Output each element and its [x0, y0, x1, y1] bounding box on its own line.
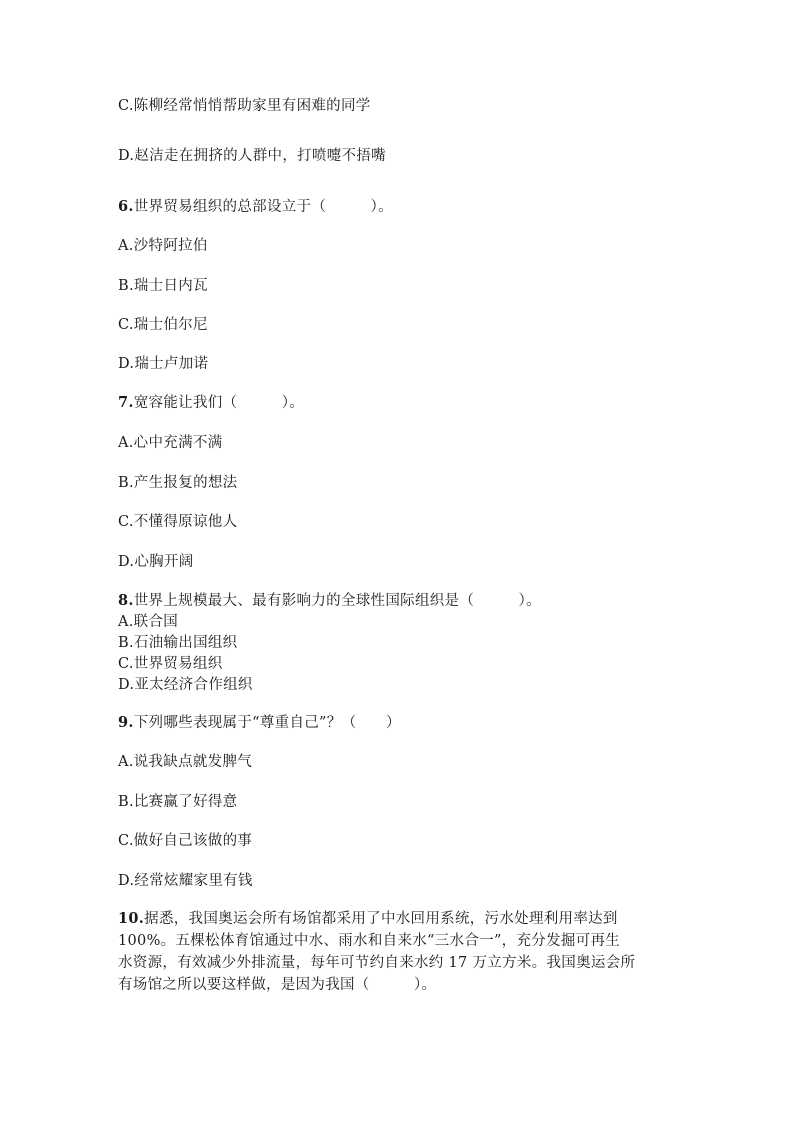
q10-stem-line-4: 有场馆之所以要这样做，是因为我国（ ）。	[118, 977, 437, 993]
q5-option-d: D.赵洁走在拥挤的人群中，打喷嚏不捂嘴	[118, 148, 386, 164]
q6-option-a: A.沙特阿拉伯	[118, 238, 208, 254]
q8-option-a: A.联合国	[118, 614, 179, 630]
q7-option-a: A.心中充满不满	[118, 435, 223, 451]
q9-option-d: D.经常炫耀家里有钱	[118, 873, 253, 889]
q9-option-a: A.说我缺点就发脾气	[118, 754, 253, 770]
q6-option-b: B.瑞士日内瓦	[118, 278, 208, 294]
q8-option-b: B.石油输出国组织	[118, 635, 238, 651]
q10-line-1-text: 据悉，我国奥运会所有场馆都采用了中水回用系统，污水处理利用率达到	[144, 911, 618, 927]
q5-option-c: C.陈柳经常悄悄帮助家里有困难的同学	[118, 98, 371, 114]
q6-number: 6.	[118, 198, 134, 215]
q9-stem-text: 下列哪些表现属于“尊重自己”？（ ）	[133, 715, 401, 731]
q6-option-d: D.瑞士卢加诺	[118, 356, 209, 372]
q10-number: 10.	[118, 910, 145, 927]
q8-option-c: C.世界贸易组织	[118, 656, 223, 672]
q10-stem-line-1	[118, 909, 618, 929]
q10-stem-line-2: 100%。五棵松体育馆通过中水、雨水和自来水“三水合一”，充分发掘可再生	[118, 933, 621, 949]
q8-stem	[118, 591, 541, 611]
q7-option-d: D.心胸开阔	[118, 554, 194, 570]
q8-stem-text: 世界上规模最大、最有影响力的全球性国际组织是（ ）。	[133, 593, 541, 609]
q8-number: 8.	[118, 592, 134, 609]
q7-number: 7.	[118, 394, 134, 411]
q7-option-c: C.不懂得原谅他人	[118, 514, 238, 530]
q7-stem-text: 宽容能让我们（ ）。	[133, 395, 305, 411]
q9-option-c: C.做好自己该做的事	[118, 833, 253, 849]
q10-stem-line-3: 水资源，有效减少外排流量，每年可节约自来水约 17 万立方米。我国奥运会所	[118, 955, 636, 971]
q9-number: 9.	[118, 714, 134, 731]
q6-option-c: C.瑞士伯尔尼	[118, 317, 208, 333]
q6-stem-text: 世界贸易组织的总部设立于（ ）。	[133, 199, 393, 215]
q7-option-b: B.产生报复的想法	[118, 475, 238, 491]
q7-stem	[118, 393, 304, 413]
q9-option-b: B.比赛赢了好得意	[118, 794, 238, 810]
q8-option-d: D.亚太经济合作组织	[118, 677, 253, 693]
q6-stem	[118, 197, 393, 217]
q9-stem	[118, 713, 401, 733]
